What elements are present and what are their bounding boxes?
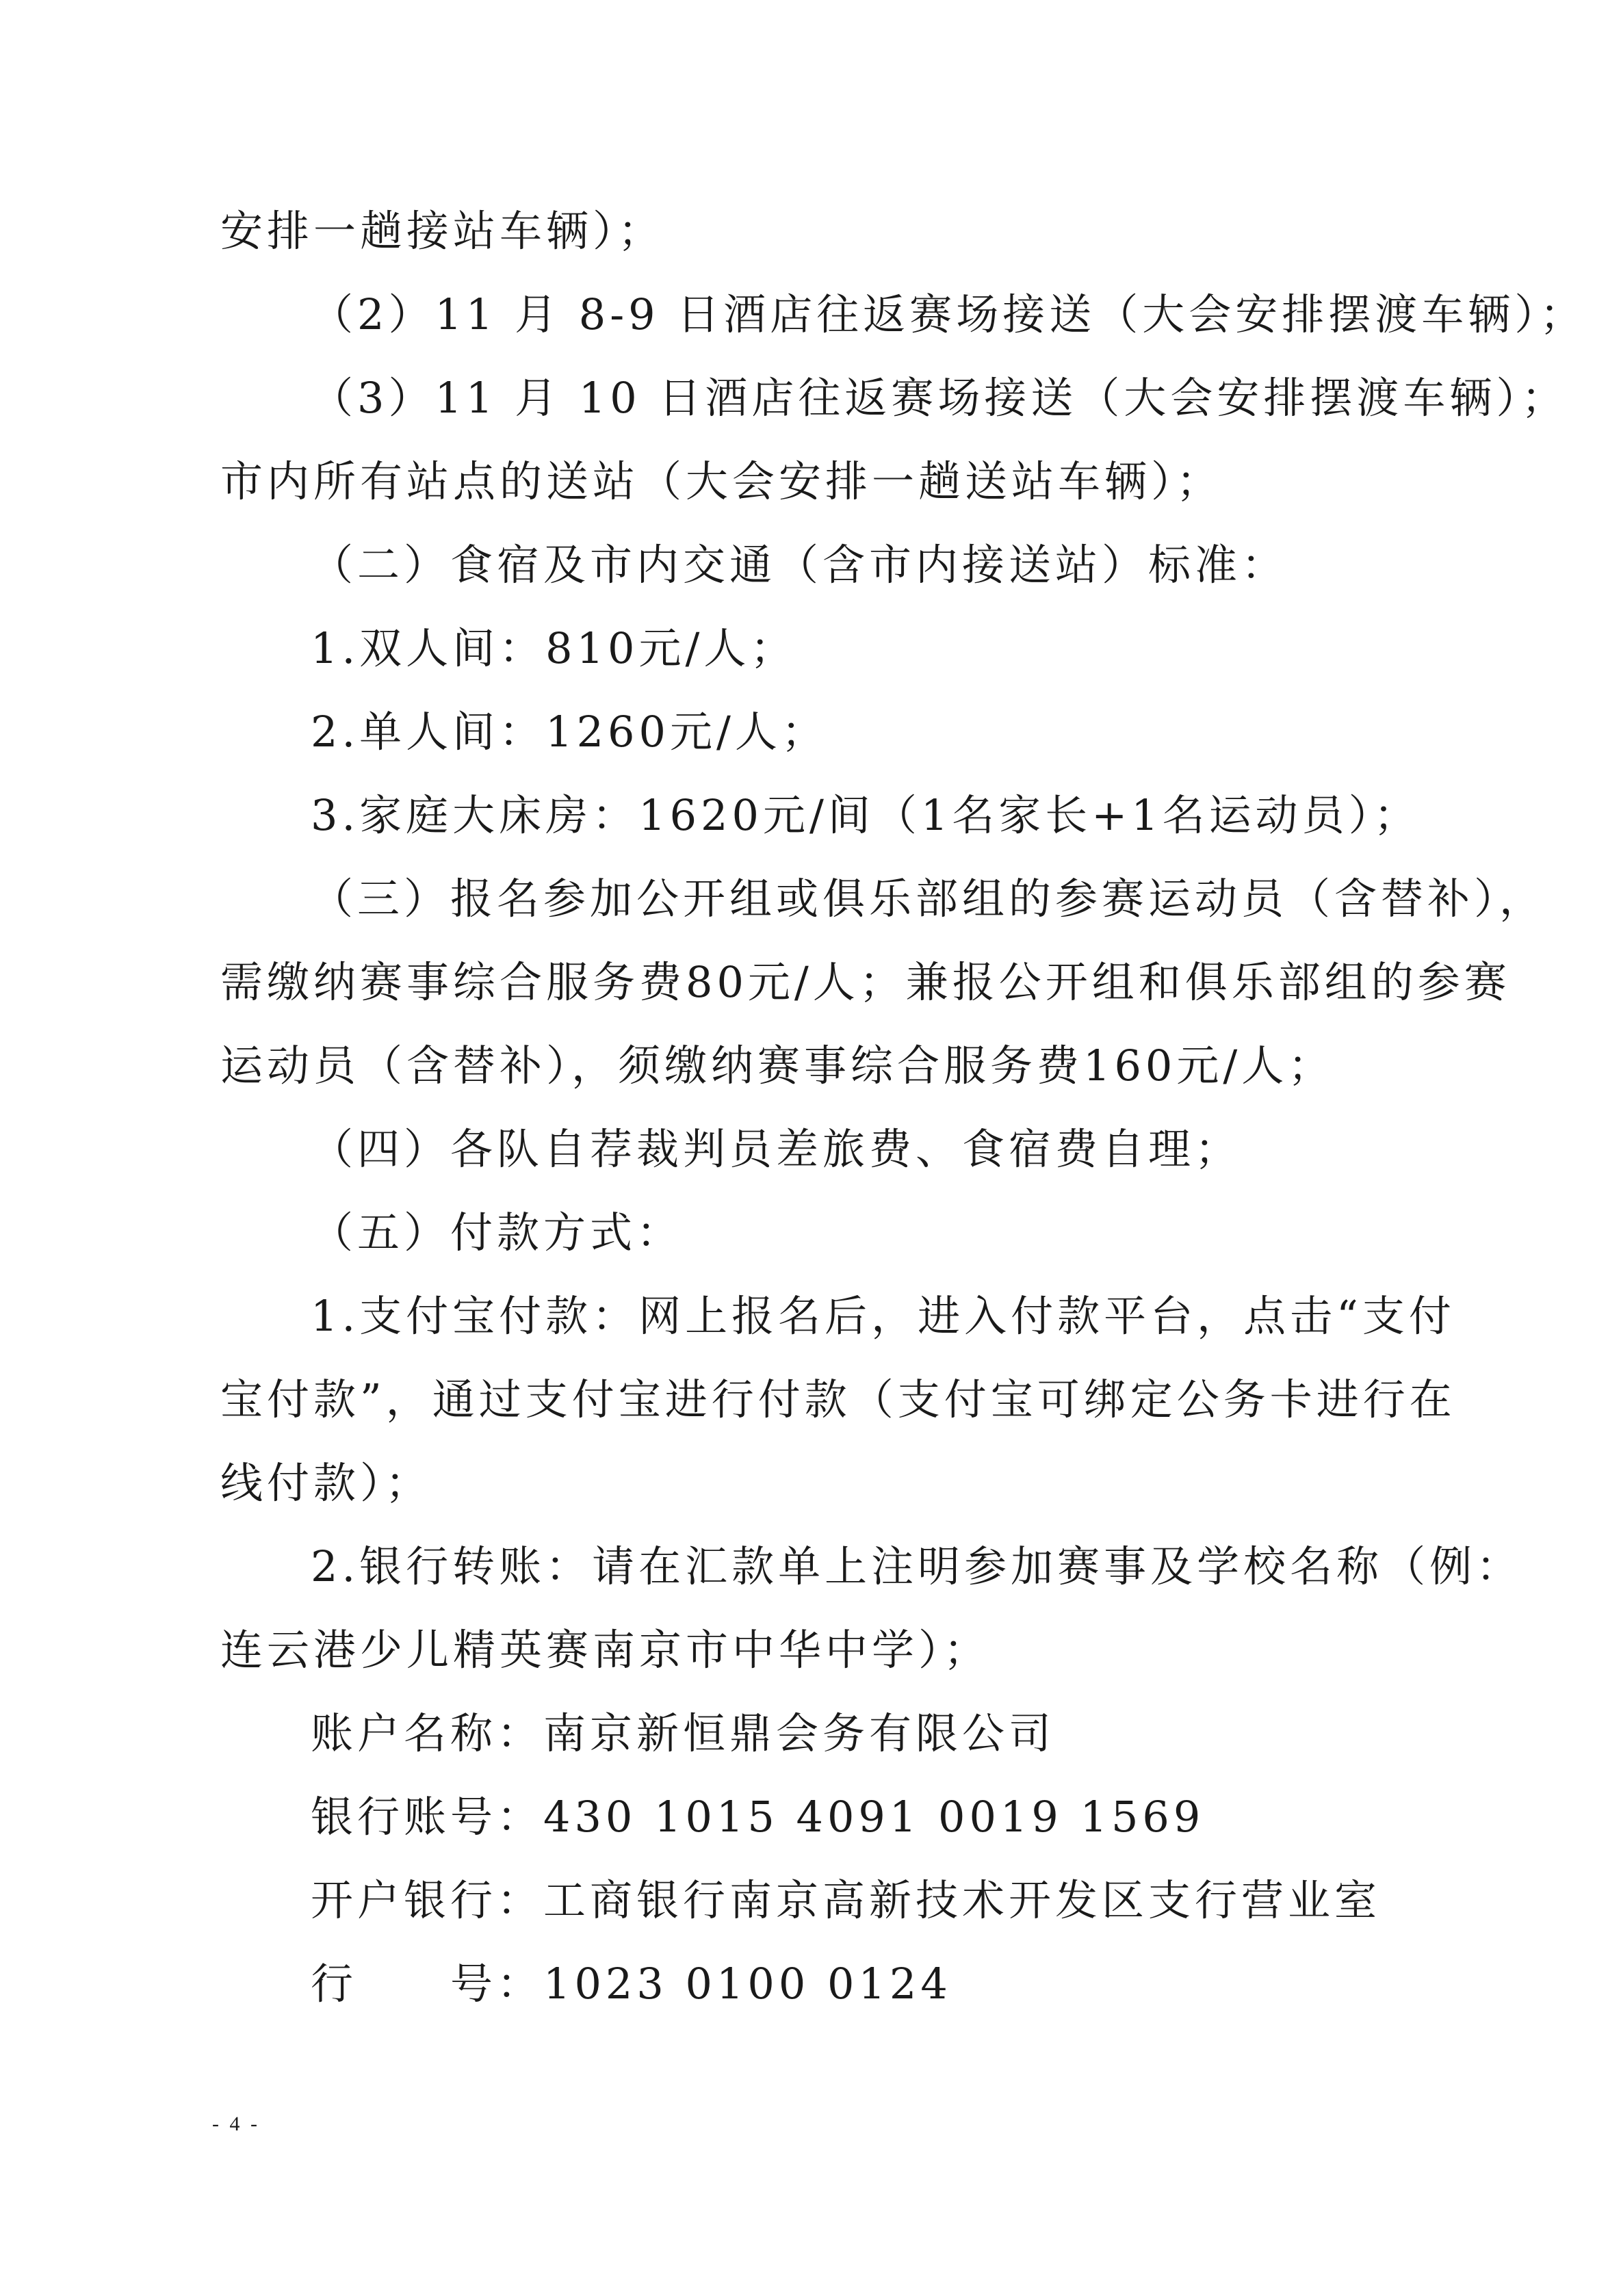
page-number: - 4 - (212, 2113, 260, 2135)
text-line: 需缴纳赛事综合服务费80元/人；兼报公开组和俱乐部组的参赛 (220, 957, 1511, 1007)
account-name: 账户名称：南京新恒鼎会务有限公司 (311, 1708, 1056, 1758)
bank-name: 开户银行：工商银行南京高新技术开发区支行营业室 (311, 1875, 1382, 1925)
text-line: 运动员（含替补），须缴纳赛事综合服务费160元/人； (220, 1041, 1335, 1091)
text-line: 1.支付宝付款：网上报名后，进入付款平台，点击“支付 (311, 1291, 1455, 1341)
text-line: （五）付款方式： (311, 1208, 684, 1257)
text-line: 宝付款”，通过支付宝进行付款（支付宝可绑定公务卡进行在 (220, 1374, 1456, 1424)
text-line: （2）11 月 8-9 日酒店往返赛场接送（大会安排摆渡车辆）； (311, 289, 1587, 339)
text-line: （3）11 月 10 日酒店往返赛场接送（大会安排摆渡车辆）； (311, 373, 1568, 423)
text-line: 线付款）； (220, 1458, 432, 1508)
text-line: 市内所有站点的送站（大会安排一趟送站车辆）； (220, 456, 1223, 506)
text-line: （四）各队自荐裁判员差旅费、食宿费自理； (311, 1124, 1242, 1174)
text-line: 2.单人间：1260元/人； (311, 707, 828, 757)
text-line: 3.家庭大床房：1620元/间（1名家长+1名运动员）； (311, 790, 1421, 840)
text-line: 1.双人间：810元/人； (311, 623, 797, 673)
text-line: 2.银行转账：请在汇款单上注明参加赛事及学校名称（例： (311, 1541, 1523, 1591)
text-line: （三）报名参加公开组或俱乐部组的参赛运动员（含替补）， (311, 874, 1546, 924)
text-line: （二）食宿及市内交通（含市内接送站）标准： (311, 540, 1288, 590)
account-number: 银行账号：430 1015 4091 0019 1569 (311, 1792, 1205, 1842)
text-line: 连云港少儿精英赛南京市中华中学）； (220, 1625, 991, 1675)
bank-code: 行 号：1023 0100 0124 (311, 1959, 952, 2009)
text-line: 安排一趟接站车辆）； (220, 206, 665, 256)
